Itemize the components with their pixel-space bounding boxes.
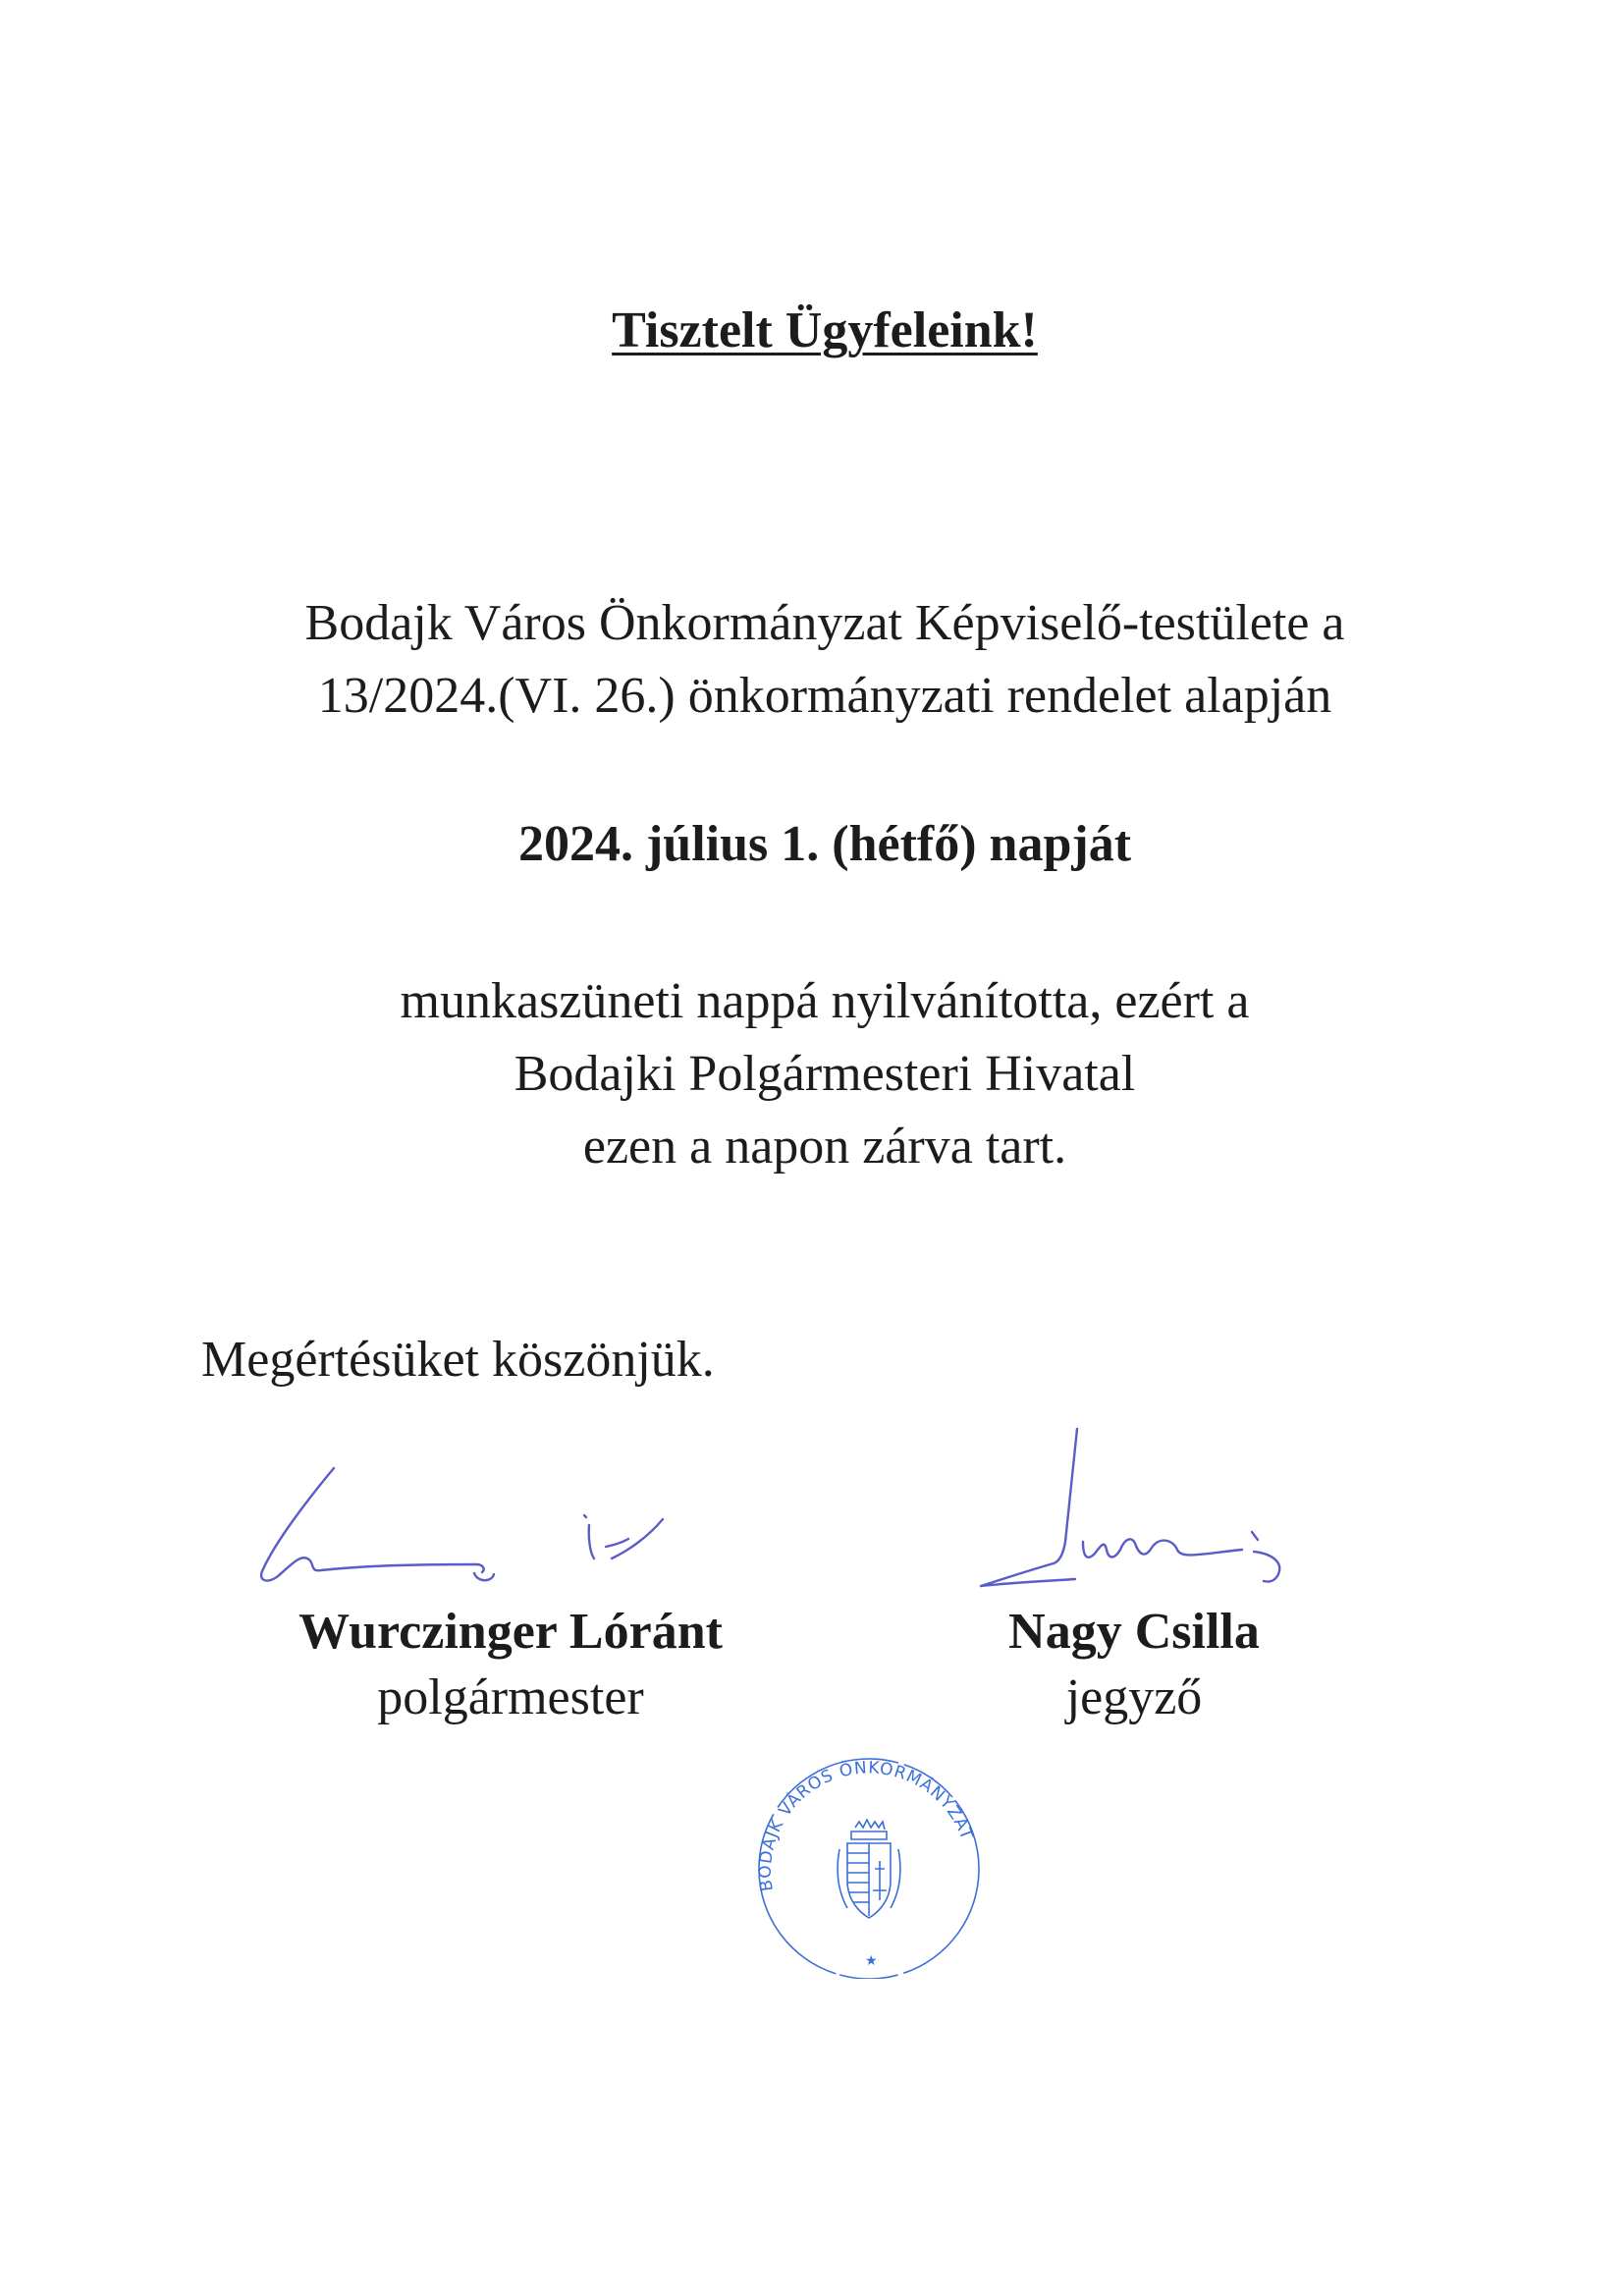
thanks-line: Megértésüket köszönjük.	[201, 1332, 715, 1388]
intro-line-2: 13/2024.(VI. 26.) önkormányzati rendelet alapján	[317, 668, 1332, 724]
notary-signature	[967, 1424, 1301, 1611]
closure-line-3: ezen a napon zárva tart.	[582, 1119, 1067, 1175]
coat-of-arms-icon	[838, 1820, 900, 1918]
notary-role: jegyző	[1065, 1669, 1203, 1725]
mayor-signature	[250, 1449, 702, 1606]
closure-line-2: Bodajki Polgármesteri Hivatal	[514, 1046, 1136, 1102]
closure-date: 2024. július 1. (hétfő) napját	[517, 816, 1132, 872]
official-stamp	[741, 1743, 997, 1979]
closure-line-1: munkaszüneti nappá nyilvánította, ezért a	[400, 973, 1250, 1029]
svg-text:★: ★	[865, 1953, 878, 1969]
intro-line-1: Bodajk Város Önkormányzat Képviselő-testülete a	[304, 595, 1345, 651]
mayor-name: Wurczinger Lóránt	[298, 1604, 723, 1660]
closure-paragraph	[0, 965, 1623, 1183]
stamp-text: BODAJK VÁROS ÖNKORMÁNYZAT	[756, 1758, 977, 1893]
mayor-signature-block	[206, 1601, 815, 1732]
notary-signature-block	[943, 1601, 1325, 1732]
mayor-role: polgármester	[377, 1669, 644, 1725]
intro-paragraph	[0, 587, 1623, 733]
notary-name: Nagy Csilla	[1008, 1604, 1260, 1660]
document-heading: Tisztelt Ügyfeleink!	[612, 302, 1038, 358]
